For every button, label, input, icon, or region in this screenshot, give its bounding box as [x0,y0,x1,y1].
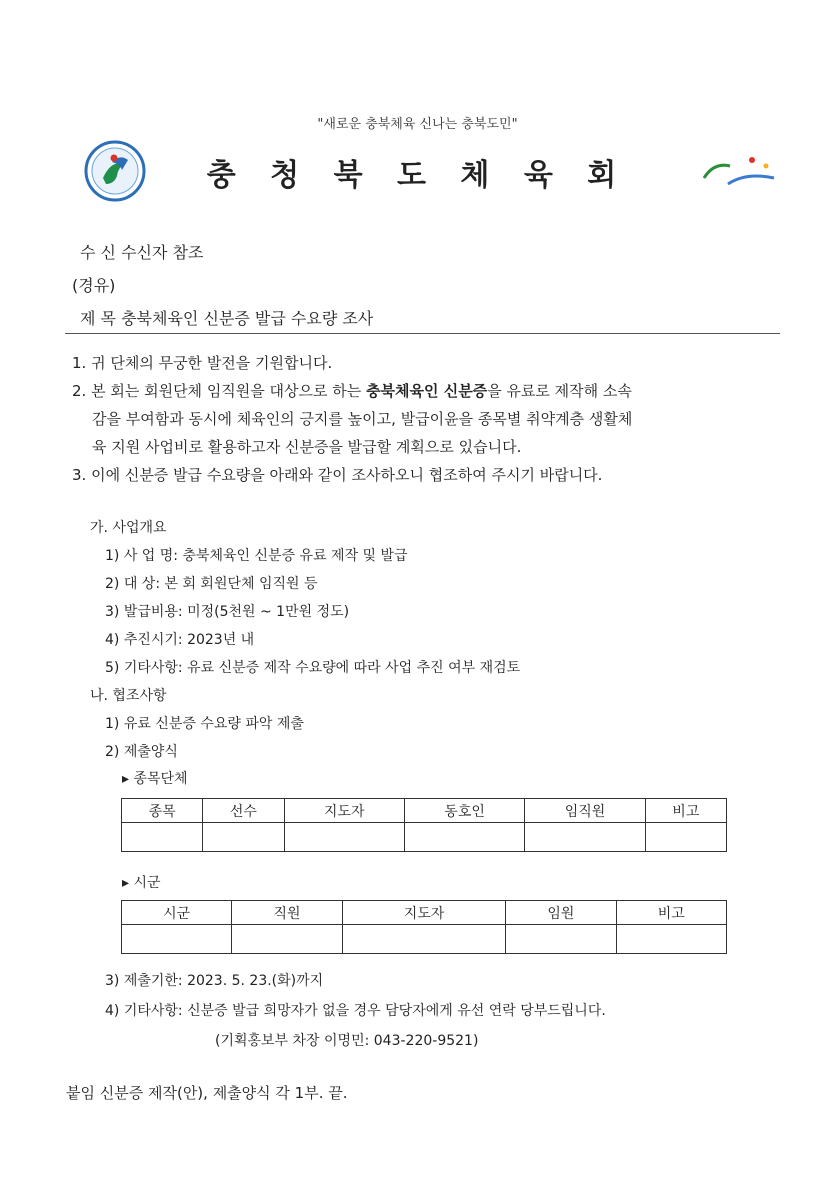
section-b-item-4: 4) 기타사항: 신분증 발급 희망자가 없을 경우 담당자에게 유선 연락 당부드립니다. [105,1003,606,1019]
table-cell[interactable] [404,823,524,852]
table-header: 비고 [616,901,726,925]
paragraph-3: 3. 이에 신분증 발급 수요량을 아래와 같이 조사하오니 협조하여 주시기 바랍니다. [72,466,603,484]
table-cell[interactable] [525,823,645,852]
table-header: 임직원 [525,799,645,823]
table-header: 동호인 [404,799,524,823]
table-cell[interactable] [122,925,232,954]
section-b-item-2: 2) 제출양식 [105,744,178,760]
divider [65,333,780,334]
table-cell[interactable] [616,925,726,954]
table-cell[interactable] [203,823,284,852]
recipient: 수 신 수신자 참조 [80,243,204,262]
table-row [122,823,727,852]
table-header: 종목 [122,799,203,823]
section-a-title: 가. 사업개요 [90,520,167,536]
table-header: 지도자 [284,799,404,823]
section-a-item: 3) 발급비용: 미정(5천원 ~ 1만원 정도) [105,604,350,620]
section-a-item: 2) 대 상: 본 회 회원단체 임직원 등 [105,576,318,592]
paragraph-1: 1. 귀 단체의 무궁한 발전을 기원합니다. [72,354,333,372]
sports-org-table [121,798,727,852]
section-b-item-1: 1) 유료 신분증 수요량 파악 제출 [105,716,304,732]
organization-name: 충 청 북 도 체 육 회 [206,158,629,193]
via: (경유) [72,276,116,295]
city-county-table [121,900,727,954]
slogan: "새로운 충북체육 신나는 충북도민" [317,117,518,132]
table-2-label: ▸ 시군 [122,875,161,891]
subject: 제 목 충북체육인 신분증 발급 수요량 조사 [80,309,374,328]
paragraph-2-line-2: 감을 부여함과 동시에 체육인의 긍지를 높이고, 발급이윤을 종목별 취약계층 생활체 [92,410,633,428]
paragraph-2-bold: 충북체육인 신분증 [366,382,488,400]
table-cell[interactable] [284,823,404,852]
section-a-item: 4) 추진시기: 2023년 내 [105,632,255,648]
table-row [122,925,727,954]
slogan-logo [700,152,780,192]
paragraph-2-line-3: 육 지원 사업비로 활용하고자 신분증을 발급할 계획으로 있습니다. [92,438,522,456]
attachment-note: 붙임 신분증 제작(안), 제출양식 각 1부. 끝. [66,1084,348,1102]
contact-info: (기획홍보부 차장 이명민: 043-220-9521) [215,1033,479,1049]
paragraph-2-line-1 [72,380,632,401]
paragraph-2-text-a: 2. 본 회는 회원단체 임직원을 대상으로 하는 [72,382,367,400]
table-header: 직원 [232,901,342,925]
section-b-title: 나. 협조사항 [90,688,167,704]
table-cell[interactable] [506,925,616,954]
table-cell[interactable] [122,823,203,852]
table-header: 시군 [122,901,232,925]
table-header: 비고 [645,799,726,823]
section-a-item: 1) 사 업 명: 충북체육인 신분증 유료 제작 및 발급 [105,548,408,564]
table-1-label: ▸ 종목단체 [122,771,188,787]
table-cell[interactable] [342,925,506,954]
section-a-item: 5) 기타사항: 유료 신분증 제작 수요량에 따라 사업 추진 여부 재검토 [105,660,521,676]
table-cell[interactable] [232,925,342,954]
table-header: 임원 [506,901,616,925]
table-header: 지도자 [342,901,506,925]
table-cell[interactable] [645,823,726,852]
paragraph-2-text-b: 을 유료로 제작해 소속 [487,382,632,400]
table-header: 선수 [203,799,284,823]
section-b-item-3: 3) 제출기한: 2023. 5. 23.(화)까지 [105,973,324,989]
